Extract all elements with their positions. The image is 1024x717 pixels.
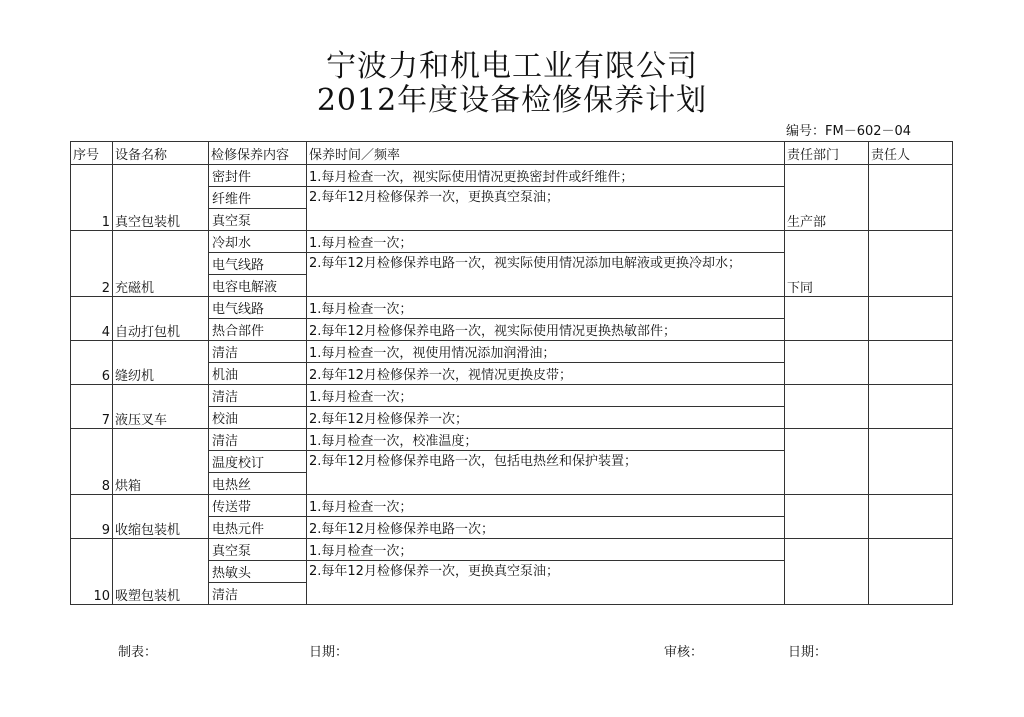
row-seq: 10 [71,539,113,605]
maintenance-item: 清洁 [209,429,307,451]
maintenance-item: 电热丝 [209,473,307,495]
table-row [71,297,953,319]
maintenance-item: 真空泵 [209,539,307,561]
frequency-line: 1.每月检查一次； [307,385,785,407]
frequency-line: 1.每月检查一次； [307,539,785,561]
responsible-department [785,495,869,539]
company-title: 宁波力和机电工业有限公司 [326,49,698,84]
row-seq: 1 [71,165,113,231]
frequency-line: 1.每月检查一次，校准温度； [307,429,785,451]
table-row [71,165,953,187]
responsible-person [869,231,953,297]
frequency-line: 2.每年12月检修保养电路一次，包括电热丝和保护装置； [307,451,785,495]
row-seq: 4 [71,297,113,341]
frequency-line: 2.每年12月检修保养一次； [307,407,785,429]
maintenance-item: 清洁 [209,341,307,363]
document-number: 编号：FM－602－04 [786,124,912,139]
maintenance-item: 清洁 [209,583,307,605]
maintenance-item: 温度校订 [209,451,307,473]
table-row [71,429,953,451]
responsible-department: 下同 [785,231,869,297]
frequency-line: 1.每月检查一次； [307,231,785,253]
frequency-line: 2.每年12月检修保养电路一次，视实际使用情况更换热敏部件； [307,319,785,341]
equipment-name: 真空包装机 [113,165,209,231]
equipment-name: 液压叉车 [113,385,209,429]
frequency-line: 2.每年12月检修保养电路一次； [307,517,785,539]
table-row [71,495,953,517]
maintenance-item: 热合部件 [209,319,307,341]
equipment-name: 自动打包机 [113,297,209,341]
table-header-row [71,142,953,165]
footer-date-1: 日期： [309,645,349,660]
maintenance-item: 冷却水 [209,231,307,253]
footer-made-by: 制表： [118,645,158,660]
frequency-line: 2.每年12月检修保养一次，更换真空泵油； [307,561,785,605]
frequency-line: 1.每月检查一次； [307,495,785,517]
row-seq: 7 [71,385,113,429]
responsible-person [869,539,953,605]
maintenance-item: 机油 [209,363,307,385]
maintenance-item: 热敏头 [209,561,307,583]
header-department: 责任部门 [785,142,869,165]
table-row [71,385,953,407]
frequency-line: 2.每年12月检修保养电路一次，视实际使用情况添加电解液或更换冷却水； [307,253,785,297]
equipment-name: 收缩包装机 [113,495,209,539]
responsible-department [785,341,869,385]
maintenance-plan-table [70,141,953,605]
footer-date-2: 日期： [788,645,828,660]
header-seq: 序号 [71,142,113,165]
responsible-person [869,297,953,341]
responsible-person [869,495,953,539]
header-equipment-name: 设备名称 [113,142,209,165]
plan-title: 2012年度设备检修保养计划 [316,83,708,118]
maintenance-item: 校油 [209,407,307,429]
maintenance-item: 传送带 [209,495,307,517]
responsible-department: 生产部 [785,165,869,231]
equipment-name: 烘箱 [113,429,209,495]
frequency-line: 2.每年12月检修保养一次，视情况更换皮带； [307,363,785,385]
table-row [71,231,953,253]
maintenance-item: 真空泵 [209,209,307,231]
frequency-line: 2.每年12月检修保养一次，更换真空泵油； [307,187,785,231]
responsible-department [785,429,869,495]
frequency-line: 1.每月检查一次，视实际使用情况更换密封件或纤维件； [307,165,785,187]
responsible-person [869,341,953,385]
maintenance-item: 电气线路 [209,297,307,319]
maintenance-item: 密封件 [209,165,307,187]
responsible-person [869,429,953,495]
maintenance-item: 电气线路 [209,253,307,275]
row-seq: 2 [71,231,113,297]
frequency-line: 1.每月检查一次； [307,297,785,319]
frequency-line: 1.每月检查一次，视使用情况添加润滑油； [307,341,785,363]
footer-reviewed-by: 审核： [664,645,704,660]
equipment-name: 充磁机 [113,231,209,297]
responsible-department [785,297,869,341]
header-frequency: 保养时间／频率 [307,142,785,165]
row-seq: 6 [71,341,113,385]
table-row [71,341,953,363]
maintenance-item: 电热元件 [209,517,307,539]
row-seq: 8 [71,429,113,495]
maintenance-item: 清洁 [209,385,307,407]
responsible-person [869,385,953,429]
header-maintenance-content: 检修保养内容 [209,142,307,165]
equipment-name: 吸塑包装机 [113,539,209,605]
table-row [71,539,953,561]
equipment-name: 缝纫机 [113,341,209,385]
responsible-department [785,539,869,605]
responsible-person [869,165,953,231]
responsible-department [785,385,869,429]
maintenance-item: 纤维件 [209,187,307,209]
header-person: 责任人 [869,142,953,165]
maintenance-item: 电容电解液 [209,275,307,297]
row-seq: 9 [71,495,113,539]
